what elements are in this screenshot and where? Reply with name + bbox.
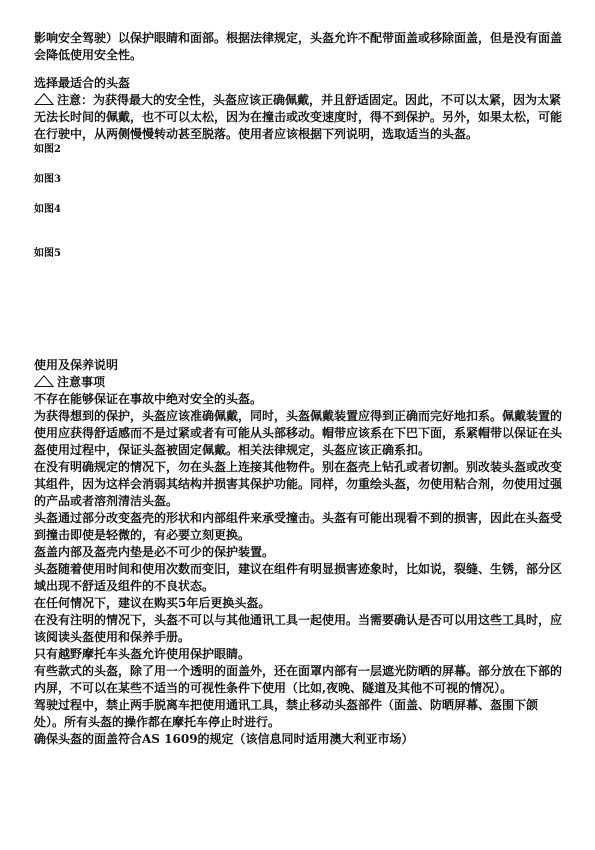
usage-heading: 使用及保养说明 [34,358,119,372]
usage-paragraph: 头盔通过部分改变盔壳的形状和内部组件来承受撞击。头盔有可能出现看不到的损害，因此在头盔受到撞击即使是轻微的，有必要立刻更换。 [34,511,563,542]
warning-triangle-icon [34,93,54,105]
warning-triangle-icon [34,375,54,387]
intro-paragraph: 影响安全驾驶）以保护眼睛和面部。根据法律规定，头盔允许不配带面盖或移除面盖，但是没有面盖会降低使用安全性。 [34,31,563,62]
usage-paragraph: 头盔随着使用时间和使用次数而变旧，建议在组件有明显损害迹象时，比如说，裂缝、生锈，部分区域出现不舒适及组件的不良状态。 [34,562,563,593]
usage-note-title: 注意事项 [57,375,106,389]
usage-paragraph: 确保头盔的面盖符合AS 1609的规定（该信息同时适用澳大利亚市场） [34,732,414,746]
usage-paragraph: 不存在能够保证在事故中绝对安全的头盔。 [34,392,263,406]
usage-paragraph: 盔盖内部及盔壳内垫是必不可少的保护装置。 [34,545,275,559]
usage-paragraph: 只有越野摩托车头盔允许使用保护眼睛。 [34,647,251,661]
document-page [34,30,562,748]
figure-4-label: 如图4 [34,204,61,215]
select-warning-note [34,92,562,143]
usage-warning-note [34,374,562,391]
usage-paragraph: 在任何情况下，建议在购买5年后更换头盔。 [34,596,271,610]
usage-paragraph: 在没有明确规定的情况下，勿在头盔上连接其他物件。别在盔壳上钻孔或者切割。别改装头盔或改变其组件，因为这样会消弱其结构并损害其保护功能。同样，勿重绘头盔，勿使用粘合剂，勿使用过强的产品或者溶剂清洁头盔。 [34,460,563,508]
usage-paragraph: 在没有注明的情况下，头盔不可以与其他通讯工具一起使用。当需要确认是否可以用这些工具时，应该阅读头盔使用和保养手册。 [34,613,563,644]
select-note-text: 注意：为获得最大的安全性，头盔应该正确佩戴，并且舒适固定。因此，不可以太紧，因为太紧无法长时间的佩戴，也不可以太松，因为在撞击或改变速度时，得不到保护。另外，如果太松，可能在行驶中，从两侧慢慢转动甚至脱落。使用者应该根据下列说明，选取适当的头盔。 [34,93,563,141]
usage-paragraph: 为获得想到的保护，头盔应该准确佩戴，同时，头盔佩戴装置应得到正确而完好地扣系。佩戴装置的使用应获得舒适感而不是过紧或者有可能从头部移动。帽带应该系在下巴下面，系紧帽带以保证在头盔使用过程中，保证头盔被固定佩戴。相关法律规定，头盔应该正确系扣。 [34,409,563,457]
figure-5-label: 如图5 [34,248,61,259]
usage-paragraph: 有些款式的头盔，除了用一个透明的面盖外，还在面罩内部有一层遮光防晒的屏幕。部分放在下部的内屏，不可以在某些不适当的可视性条件下使用（比如,夜晚、隧道及其他不可视的情况）。 [34,664,563,695]
select-helmet-heading: 选择最适合的头盔 [34,76,131,90]
figure-3-label: 如图3 [34,174,61,185]
figure-2-label: 如图2 [34,144,61,155]
usage-paragraph-list [34,391,562,748]
usage-paragraph: 驾驶过程中，禁止两手脱离车把使用通讯工具，禁止移动头盔部件（面盖、防晒屏幕、盔围下颌处）。所有头盔的操作都在摩托车停止时进行。 [34,698,539,729]
